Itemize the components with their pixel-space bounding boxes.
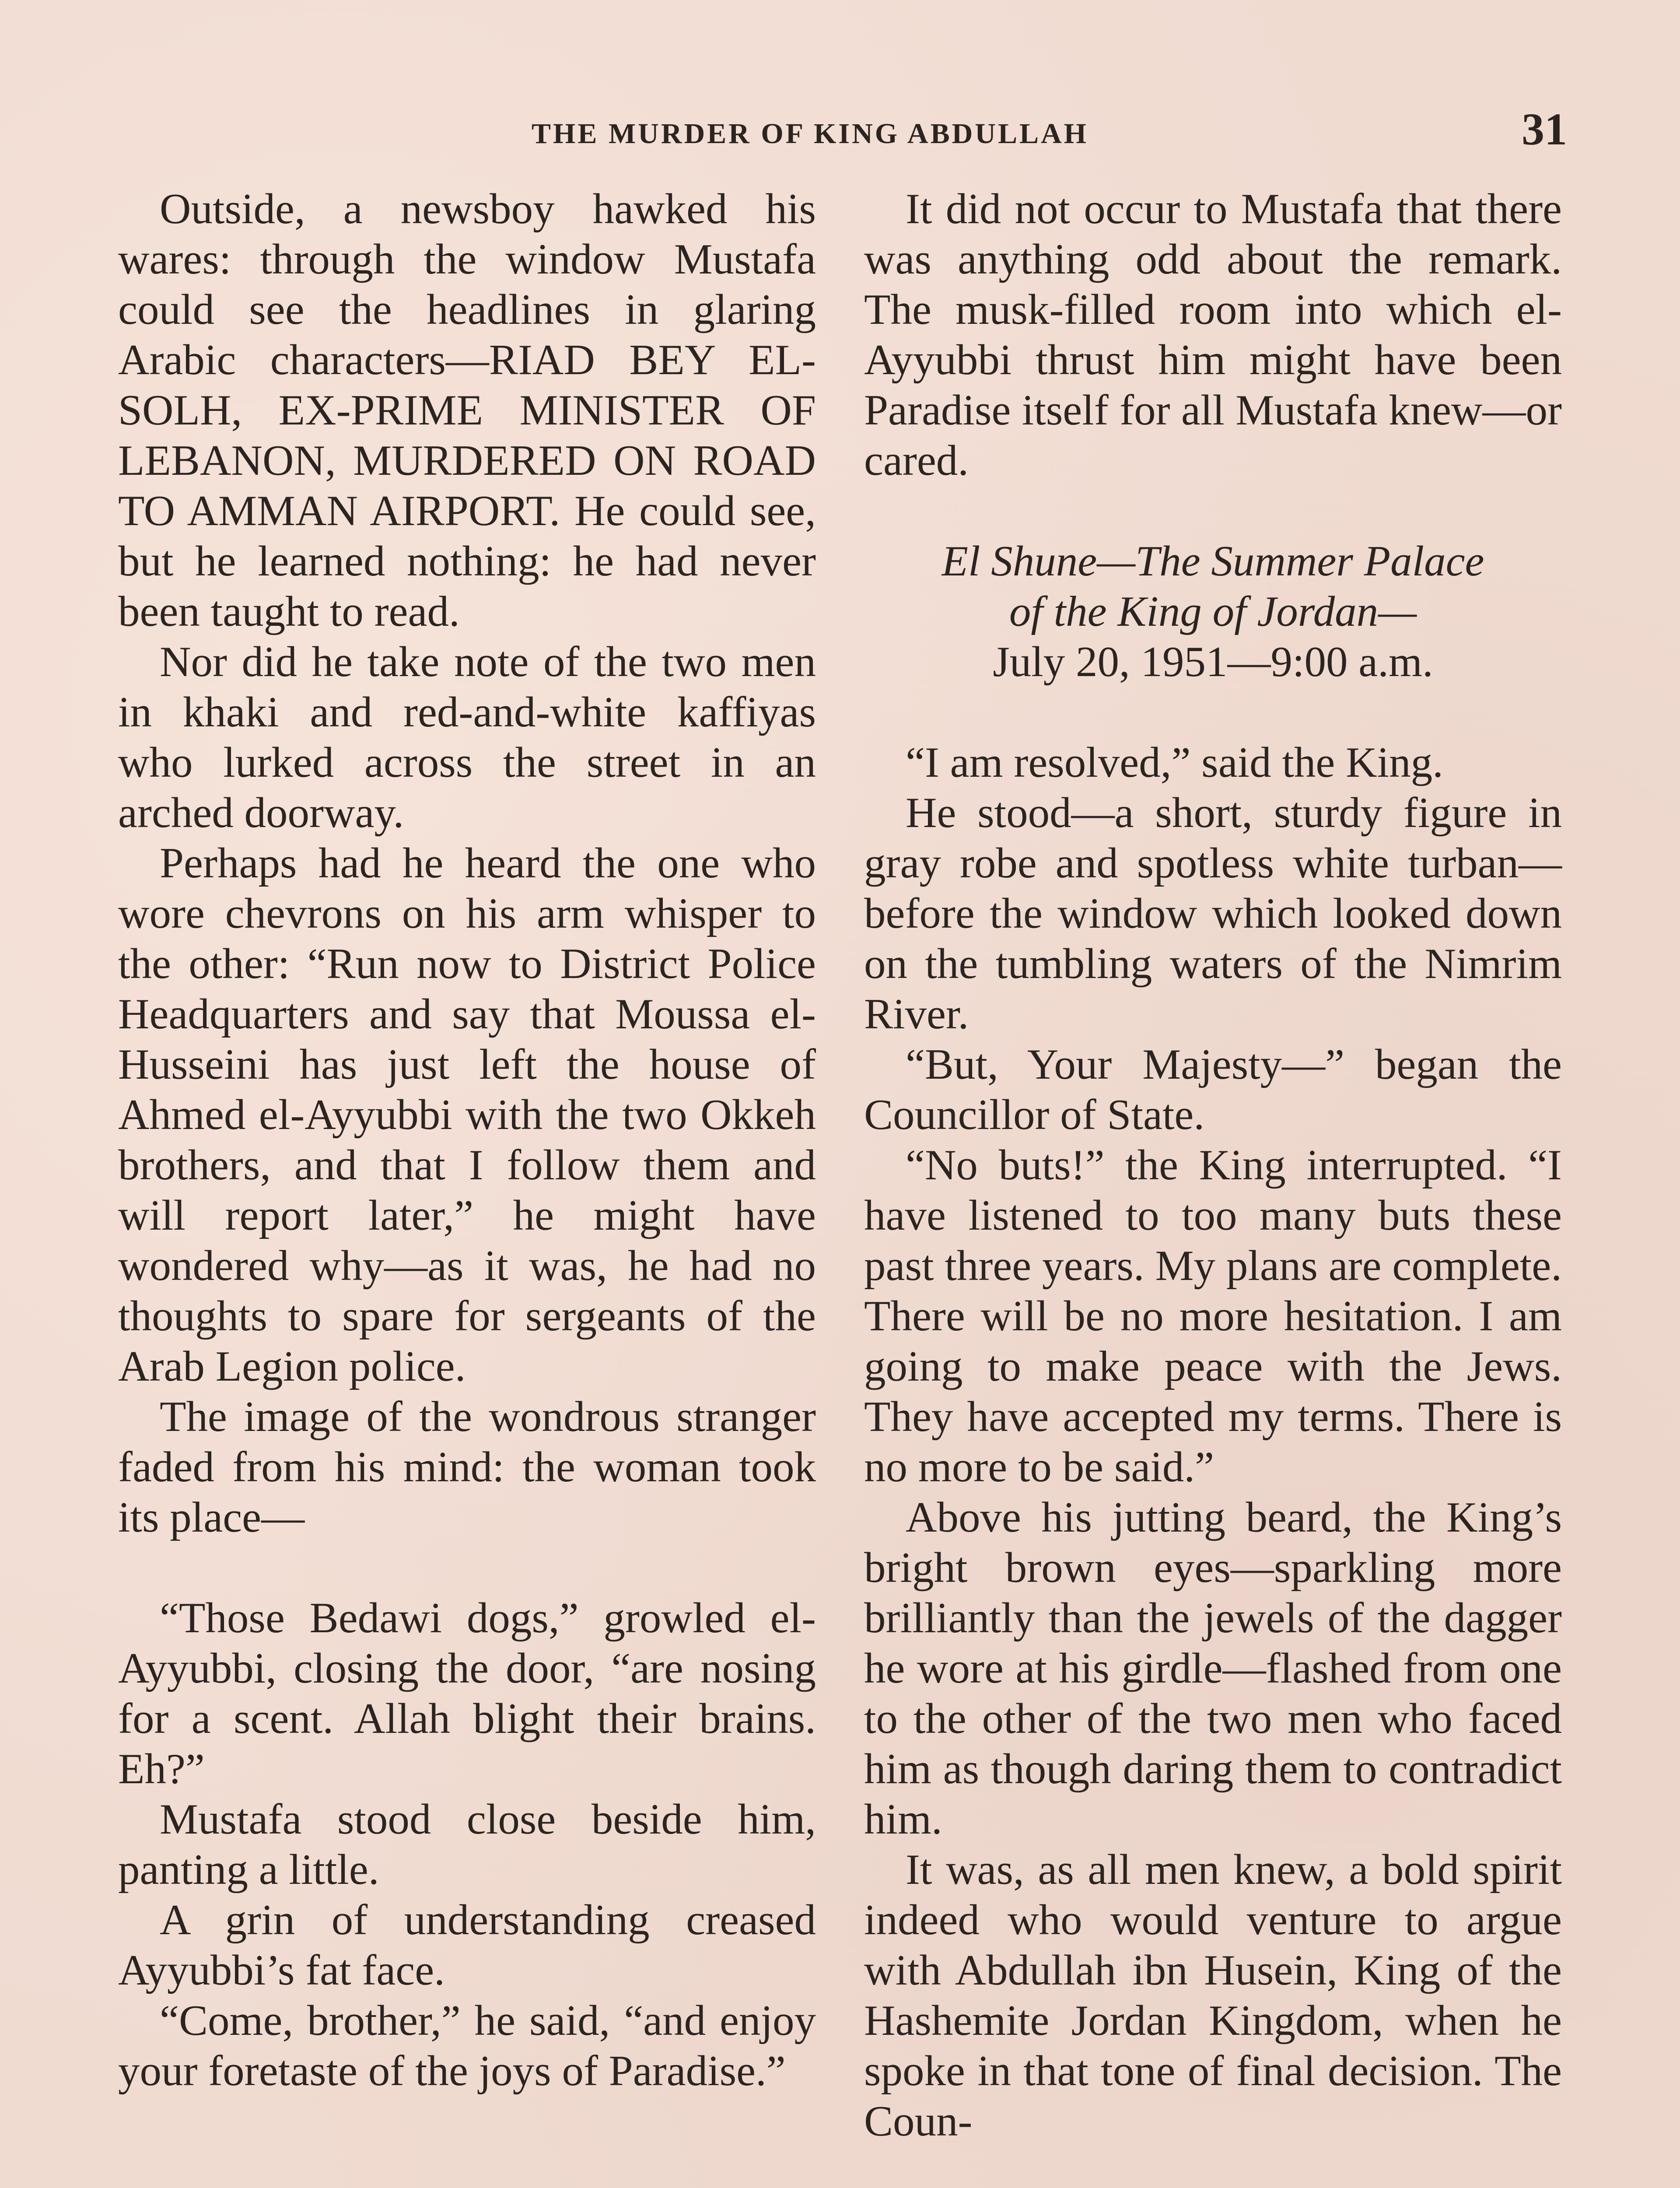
paragraph: It did not occur to Mustafa that there was anything odd about the remark. The musk-filled room into which el-Ayyubbi thrust him might have been Paradise itself for all Mustafa knew—or cared.	[864, 185, 1562, 484]
section-heading-line-1: El Shune—The Summer Palace	[942, 537, 1484, 585]
paragraph: The image of the wondrous stranger faded from his mind: the woman took its place—	[118, 1393, 816, 1541]
left-column	[118, 184, 816, 2096]
section-heading	[864, 536, 1562, 687]
paragraph: Above his jutting beard, the King’s bright brown eyes—sparkling more brilliantly than the jewels of the dagger he wore at his girdle—flashed from one to the other of the two men who faced him as though daring them to contradict him.	[864, 1494, 1562, 1843]
page-number: 31	[1522, 104, 1567, 154]
paragraph: Mustafa stood close beside him, panting a little.	[118, 1795, 816, 1893]
section-heading-line-2: of the King of Jordan—	[1009, 588, 1417, 635]
paragraph: It was, as all men knew, a bold spirit indeed who would venture to argue with Abdullah ibn Husein, King of the Hashemite Jordan Kingdom, when he spoke in that tone of final decision. The Coun-	[864, 1846, 1562, 2145]
right-column	[864, 184, 1562, 2146]
paragraph: “No buts!” the King interrupted. “I have listened to too many buts these past three years. My plans are complete. There will be no more hesitation. I am going to make peace with the Jews. They have accepted my terms. There is no more to be said.”	[864, 1141, 1562, 1491]
section-heading-date: July 20, 1951—9:00 a.m.	[993, 638, 1433, 686]
paragraph: “Those Bedawi dogs,” growled el-Ayyubbi, closing the door, “are nosing for a scent. Allah blight their brains. Eh?”	[118, 1594, 816, 1793]
paragraph: A grin of understanding creased Ayyubbi’s fat face.	[118, 1896, 816, 1994]
paragraph: He stood—a short, sturdy figure in gray robe and spotless white turban—before the window which looked down on the tumbling waters of the Nimrim River.	[864, 789, 1562, 1038]
scene-break	[118, 1543, 816, 1593]
paragraph: Outside, a newsboy hawked his wares: through the window Mustafa could see the headlines in glaring Arabic characters—RIAD BEY EL-SOLH, EX-PRIME MINISTER OF LEBANON, MURDERED ON ROAD TO AMMAN AIRPORT. He could see, but he learned nothing: he had never been taught to read.	[118, 185, 816, 635]
paragraph: “I am resolved,” said the King.	[906, 739, 1443, 786]
running-title: THE MURDER OF KING ABDULLAH	[532, 118, 1088, 150]
scene-break	[864, 687, 1562, 737]
paragraph: “But, Your Majesty—” began the Councillor of State.	[864, 1041, 1562, 1139]
paragraph: Perhaps had he heard the one who wore chevrons on his arm whisper to the other: “Run now to District Police Headquarters and say that Moussa el-Husseini has just left the house of Ahmed el-Ayyubbi with the two Okkeh brothers, and that I follow them and will report later,” he might have wondered why—as it was, he had no thoughts to spare for sergeants of the Arab Legion police.	[118, 839, 816, 1390]
paragraph: “Come, brother,” he said, “and enjoy your foretaste of the joys of Paradise.”	[118, 1997, 816, 2095]
paragraph: Nor did he take note of the two men in khaki and red-and-white kaffiyas who lurked across the street in an arched doorway.	[118, 638, 816, 837]
